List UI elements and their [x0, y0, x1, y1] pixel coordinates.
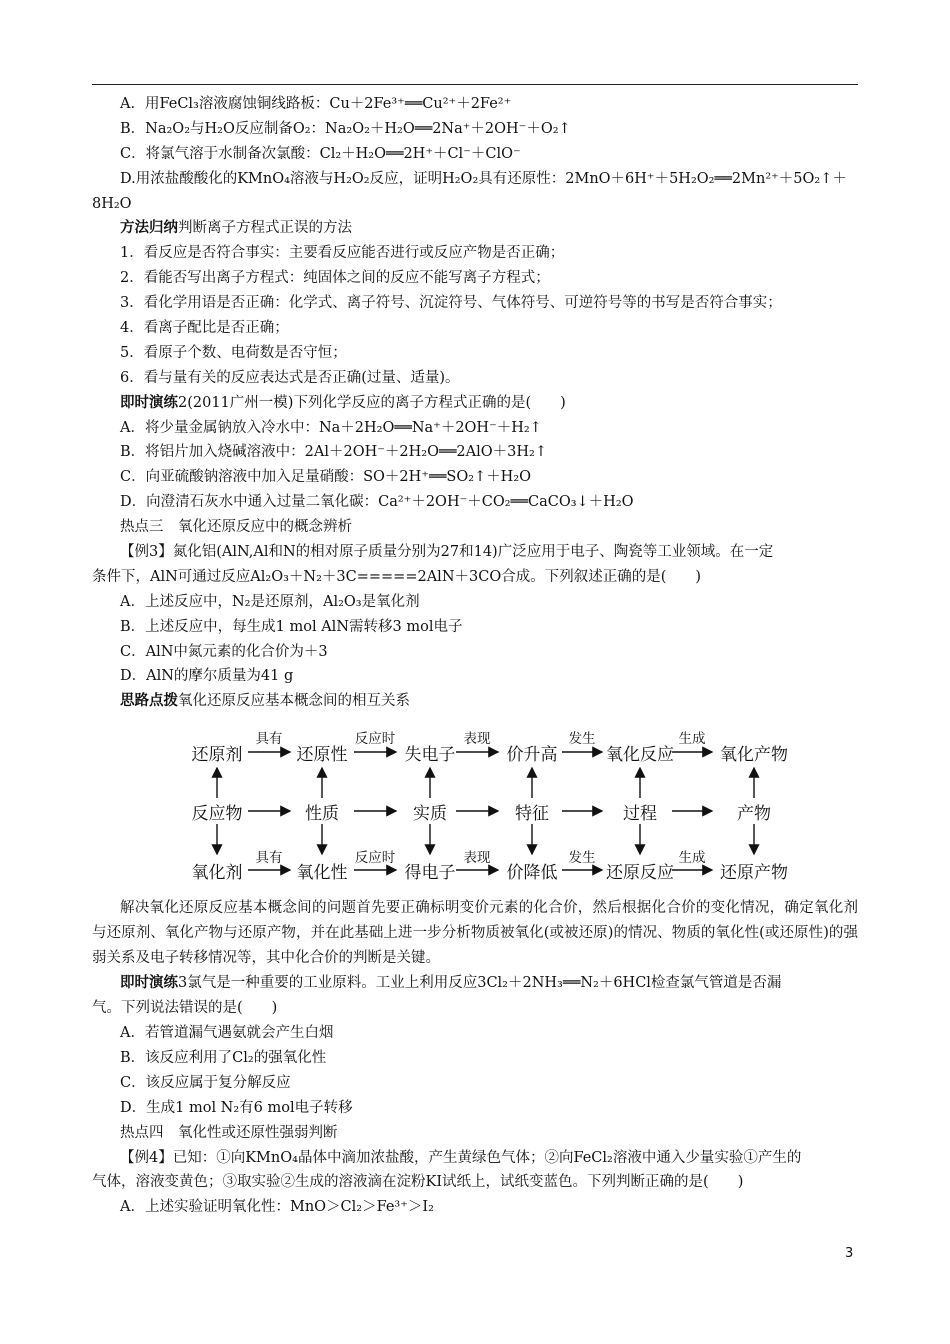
- node-feature: 特征: [515, 804, 549, 825]
- header-rule: [92, 84, 858, 85]
- hotspot3-heading: 热点三 氧化还原反应中的概念辨析: [120, 519, 352, 536]
- practice2-option: D．向澄清石灰水中通入过量二氧化碳：Ca²⁺＋2OH⁻＋CO₂══CaCO₃↓＋H₂O: [120, 494, 634, 511]
- edge-label: 生成: [678, 850, 706, 867]
- method-heading-line: [92, 216, 858, 241]
- practice3-line1: 即时演练3氯气是一种重要的工业原料。工业上利用反应3Cl₂＋2NH₃══N₂＋6HCl检查氯气管道是否漏: [120, 975, 782, 992]
- node-product: 产物: [737, 804, 771, 825]
- edge-label: 发生: [568, 850, 596, 867]
- option-line-continued: 8H₂O: [92, 195, 132, 212]
- explanation-paragraph: 解决氧化还原反应基本概念间的问题首先要正确标明变价元素的化合价，然后根据化合价的变化情况，确定氧化剂与还原剂、氧化产物与还原产物，并在此基础上进一步分析物质被氧化(或被还原)的情况、物质的氧化性(或还原性)的强弱关系及电子转移情况等，其中化合价的判断是关键。: [92, 900, 858, 967]
- example3-option: D．AlN的摩尔质量为41 g: [120, 668, 294, 685]
- node-lose-electrons: 失电子: [404, 745, 456, 766]
- edge-label: 反应时: [354, 731, 396, 748]
- example4-option: A．上述实验证明氧化性：MnO＞Cl₂＞Fe³⁺＞I₂: [120, 1199, 434, 1216]
- example3-line1: 【例3】氮化铝(AlN,Al和N的相对原子质量分别为27和14)广泛应用于电子、陶瓷等工业领域。在一定: [120, 544, 774, 561]
- method-item: 4．看离子配比是否正确；: [120, 320, 289, 337]
- method-item: 1．看反应是否符合事实：主要看反应能否进行或反应产物是否正确；: [120, 245, 565, 262]
- method-title: 判断离子方程式正误的方法: [178, 220, 352, 237]
- practice2-option: B．将铝片加入烧碱溶液中：2Al＋2OH⁻＋2H₂O══2AlO＋3H₂↑: [120, 444, 547, 461]
- edge-label: 生成: [678, 731, 706, 748]
- node-reducing-agent: 还原剂: [191, 745, 243, 766]
- node-oxidation-product: 氧化产物: [720, 745, 788, 766]
- method-heading: 方法归纳: [120, 220, 178, 237]
- example3-line2: 条件下，AlN可通过反应Al₂O₃＋N₂＋3C=====2AlN＋3CO合成。下列叙述正确的是( ): [92, 568, 702, 585]
- node-gain-electrons: 得电子: [404, 863, 456, 884]
- example4-line2: 气体，溶液变黄色；③取实验②生成的溶液滴在淀粉KI试纸上，试纸变蓝色。下列判断正确的是( ): [92, 1174, 744, 1191]
- practice2-stem: 即时演练2(2011广州一模)下列化学反应的离子方程式正确的是( ): [120, 394, 566, 411]
- page-number: 3: [845, 1246, 854, 1261]
- tip-title: 氧化还原反应基本概念间的相互关系: [178, 693, 410, 710]
- practice3-option: D．生成1 mol N₂有6 mol电子转移: [120, 1099, 353, 1116]
- node-process: 过程: [623, 804, 657, 825]
- option-line: D.用浓盐酸酸化的KMnO₄溶液与H₂O₂反应，证明H₂O₂具有还原性：2MnO＋6H⁺＋5H₂O₂══2Mn²⁺＋5O₂↑＋: [120, 170, 847, 187]
- edge-label: 具有: [255, 731, 283, 748]
- node-reducibility: 还原性: [296, 745, 348, 766]
- example3-option: B．上述反应中，每生成1 mol AlN需转移3 mol电子: [120, 618, 463, 635]
- option-line: C．将氯气溶于水制备次氯酸：Cl₂＋H₂O══2H⁺＋Cl⁻＋ClO⁻: [120, 145, 521, 162]
- node-property: 性质: [305, 804, 339, 825]
- node-reactant: 反应物: [191, 804, 243, 825]
- node-oxidizability: 氧化性: [296, 863, 348, 884]
- node-valence-rise: 价升高: [506, 745, 558, 766]
- option-line: A．用FeCl₃溶液腐蚀铜线路板：Cu＋2Fe³⁺══Cu²⁺＋2Fe²⁺: [120, 96, 512, 112]
- practice3-option: B．该反应利用了Cl₂的强氧化性: [120, 1049, 327, 1066]
- example3-option: A．上述反应中，N₂是还原剂，Al₂O₃是氧化剂: [120, 593, 420, 610]
- page-content: [92, 92, 858, 1220]
- edge-label: 具有: [255, 850, 283, 867]
- practice2-option: C．向亚硫酸钠溶液中加入足量硝酸：SO＋2H⁺══SO₂↑＋H₂O: [120, 469, 532, 486]
- option-line: B．Na₂O₂与H₂O反应制备O₂：Na₂O₂＋H₂O══2Na⁺＋2OH⁻＋O₂↑: [120, 120, 571, 137]
- hotspot4-heading: 热点四 氧化性或还原性强弱判断: [120, 1124, 338, 1141]
- method-item: 2．看能否写出离子方程式：纯固体之间的反应不能写离子方程式；: [120, 270, 550, 287]
- tip-line: [92, 689, 858, 714]
- redox-relationship-diagram: [92, 724, 858, 896]
- example3-option: C．AlN中氮元素的化合价为＋3: [120, 643, 328, 660]
- edge-label: 表现: [463, 731, 491, 748]
- node-oxidation-reaction: 氧化反应: [606, 745, 674, 766]
- practice2-heading: 即时演练: [120, 394, 178, 411]
- practice3-line2: 气。下列说法错误的是( ): [92, 1000, 278, 1017]
- practice3-option: A．若管道漏气遇氨就会产生白烟: [120, 1025, 334, 1042]
- method-item: 5．看原子个数、电荷数是否守恒；: [120, 344, 347, 361]
- method-item: 3．看化学用语是否正确：化学式、离子符号、沉淀符号、气体符号、可逆符号等的书写是否符合事实；: [120, 295, 782, 312]
- practice3-option: C．该反应属于复分解反应: [120, 1074, 291, 1091]
- practice2-option: A．将少量金属钠放入冷水中：Na＋2H₂O══Na⁺＋2OH⁻＋H₂↑: [120, 419, 542, 436]
- node-essence: 实质: [413, 804, 447, 825]
- node-valence-drop: 价降低: [506, 863, 558, 884]
- edge-label: 表现: [463, 850, 491, 867]
- practice3-heading: 即时演练: [120, 975, 178, 992]
- tip-heading: 思路点拨: [120, 693, 178, 710]
- node-reduction-product: 还原产物: [720, 863, 788, 884]
- edge-label: 反应时: [354, 850, 396, 867]
- method-item: 6．看与量有关的反应表达式是否正确(过量、适量)。: [120, 369, 460, 386]
- example4-line1: 【例4】已知：①向KMnO₄晶体中滴加浓盐酸，产生黄绿色气体；②向FeCl₂溶液中通入少量实验①产生的: [120, 1149, 802, 1166]
- node-reduction-reaction: 还原反应: [606, 863, 674, 884]
- edge-label: 发生: [568, 731, 596, 748]
- node-oxidizing-agent: 氧化剂: [191, 863, 243, 884]
